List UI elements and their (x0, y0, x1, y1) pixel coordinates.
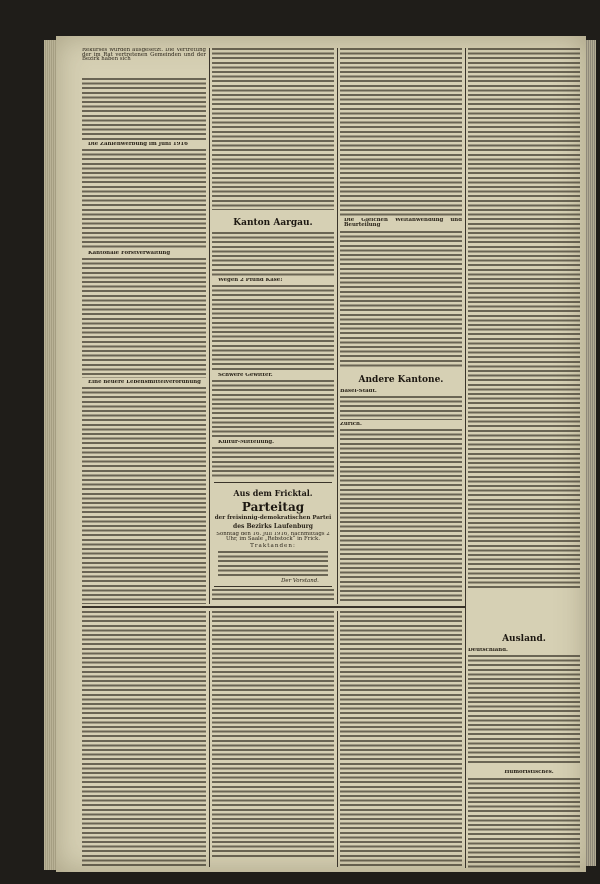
column-3-text (340, 396, 462, 420)
notice-agenda: Traktanden: (250, 543, 296, 549)
column-1-heading-1: Die Zahlenwerbung im Juni 1916 (88, 142, 188, 147)
lower-column-1 (82, 611, 206, 867)
lower-column-2 (212, 611, 334, 867)
column-3-text (340, 231, 462, 369)
column-4-text (468, 48, 580, 588)
column-4-text (468, 655, 580, 765)
column-3-item-2: Zürich. (340, 422, 362, 427)
column-rule (209, 611, 210, 867)
column-4-item-2: Humoristisches. (504, 770, 554, 775)
column-4-item-1: Deutschland. (468, 648, 508, 653)
column-2-item-3: Kultur-Mitteilung. (218, 440, 275, 445)
column-2-text (212, 232, 334, 276)
column-rule (337, 48, 338, 604)
column-1-text (82, 258, 206, 378)
column-3-item-1: Basel-Stadt. (340, 389, 377, 394)
notice-title: Aus dem Fricktal. (233, 488, 313, 498)
lower-column-2-text (212, 611, 334, 857)
notice-event: Parteitag (241, 500, 305, 514)
section-divider (82, 606, 465, 608)
notice-organization-2: des Bezirks Laufenburg (233, 523, 313, 530)
column-2-text (212, 380, 334, 438)
column-3-text (340, 429, 462, 604)
column-rule (209, 48, 210, 604)
notice-organization-1: der freisinnig-demokratischen Partei (214, 515, 332, 521)
column-3 (340, 48, 462, 604)
column-2-item-2: Schwere Gewitter. (218, 373, 273, 378)
notice-box-top-rule (214, 482, 332, 483)
column-2-text (212, 285, 334, 371)
column-1-text (82, 149, 206, 249)
column-1-text (82, 387, 206, 604)
notice-box-bottom-rule (214, 586, 332, 587)
section-heading-aargau: Kanton Aargau. (233, 218, 313, 228)
lower-column-3-text (340, 611, 462, 867)
section-heading-andere-kantone: Andere Kantone. (358, 375, 444, 385)
lower-column-3 (340, 611, 462, 867)
notice-agenda-list (218, 551, 328, 577)
column-3-heading-1: Die Gleichen Weltanwendung und Beurteilung (344, 218, 462, 228)
column-1-heading-2: Kantonale Forstverwaltung (88, 251, 171, 256)
lower-column-1-text (82, 611, 206, 867)
column-1 (82, 48, 206, 604)
column-rule (337, 611, 338, 867)
notice-date: Sonntag den 16. Juli 1916, nachmittags 2 Uhr, im Saale „Rebstock“ in Frick. (216, 532, 330, 542)
column-1-text (82, 78, 206, 140)
column-2-text (212, 589, 334, 603)
column-2-text (212, 48, 334, 210)
column-2-text (212, 447, 334, 479)
section-heading-ausland: Ausland. (502, 634, 546, 644)
column-2-item-1: Wegen 2 Pfund Käse! (218, 278, 283, 283)
notice-signature: Der Vorstand. (281, 578, 319, 584)
column-1-heading-3: Eine neuere Lebensmittelverordnung (88, 380, 201, 385)
page-stack-edge-right (586, 40, 596, 866)
column-4 (468, 48, 580, 868)
column-4-text (468, 778, 580, 868)
column-rule (465, 48, 466, 868)
column-1-lead: Rekurses wurden ausgesetzt. Die Vertretung der im Rat vertretenen Gemeinden und der Bezirk haben sich (82, 48, 206, 63)
column-3-text (340, 48, 462, 216)
